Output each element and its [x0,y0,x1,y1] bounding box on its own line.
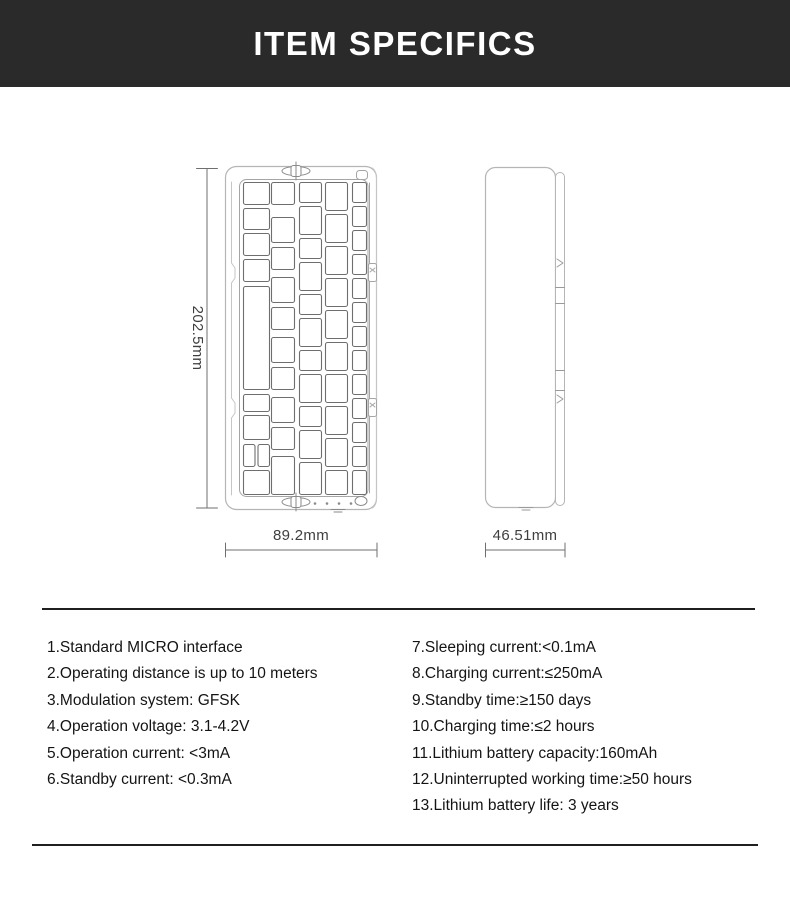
side-width-bracket [486,543,566,557]
specs-divider-bottom [32,844,758,846]
width-dimension-label: 89.2mm [273,527,329,544]
spec-section [0,610,790,820]
height-dimension-label: 202.5mm [189,305,206,371]
spec-item: 10.Charging time:≤2 hours [412,718,595,736]
spec-item: 3.Modulation system: GFSK [47,691,240,709]
spec-item: 1.Standard MICRO interface [47,639,243,656]
spec-item: 8.Charging current:≤250mA [412,665,603,683]
bottom-nub [331,510,345,513]
keyboard-side-view [486,168,565,511]
side-bottom-nub [519,508,533,511]
spec-item: 4.Operation voltage: 3.1-4.2V [47,718,250,736]
spec-item: 9.Standby time:≥150 days [412,691,592,709]
spec-item: 6.Standby current: <0.3mA [47,771,232,789]
spec-item: 11.Lithium battery capacity:160mAh [412,744,658,762]
keyboard-front-view [226,162,377,512]
spec-item: 2.Operating distance is up to 10 meters [47,665,318,683]
spec-list-right [412,635,692,820]
depth-dimension-label: 46.51mm [492,527,558,544]
spec-item: 12.Uninterrupted working time:≥50 hours [412,771,692,789]
technical-drawing [0,87,790,572]
front-width-bracket [226,543,378,557]
page-title: ITEM SPECIFICS [253,24,537,62]
spec-item: 5.Operation current: <3mA [47,744,231,762]
spec-list-left [47,635,412,820]
keyboard-diagram [0,87,790,572]
header-bar [0,0,790,87]
spec-item: 13.Lithium battery life: 3 years [412,797,619,815]
spec-item: 7.Sleeping current:<0.1mA [412,639,596,656]
